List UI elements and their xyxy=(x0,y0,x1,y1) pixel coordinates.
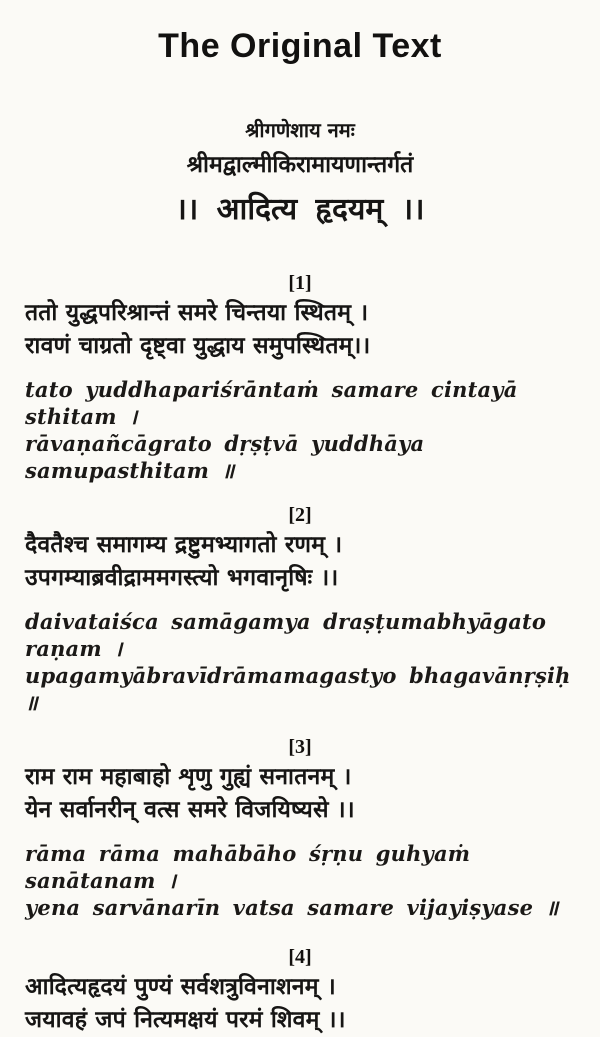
stotra-heading: ।। आदित्य हृदयम् ।। xyxy=(175,192,425,227)
verse-number: [1] xyxy=(288,272,312,294)
lineage-line: श्रीमद्वाल्मीकिरामायणान्तर्गतं xyxy=(186,152,414,178)
verse-number: [4] xyxy=(288,946,312,968)
transliteration-line-2: upagamyābravīdrāmamagastyo bhagavānṛṣiḥ ॥ xyxy=(25,663,571,715)
verse-block-2 xyxy=(0,503,600,716)
sanskrit-line-1: दैवतैश्च समागम्य द्रष्टुमभ्यागतो रणम् । xyxy=(25,532,343,558)
transliteration-line-1: tato yuddhapariśrāntaṁ samare cintayā sthitam । xyxy=(25,377,518,429)
sanskrit-lines xyxy=(0,761,600,827)
sanskrit-line-2: येन सर्वानरीन् वत्स समरे विजयिष्यसे ।। xyxy=(25,797,355,823)
transliteration-lines xyxy=(0,608,600,716)
sanskrit-line-2: उपगम्याब्रवीद्राममगस्त्यो भगवानृषिः ।। xyxy=(25,565,339,591)
transliteration-lines xyxy=(0,376,600,484)
sanskrit-line-2: रावणं चाग्रतो दृष्ट्वा युद्धाय समुपस्थितम्।। xyxy=(25,333,371,359)
sanskrit-lines xyxy=(0,971,600,1037)
sanskrit-lines xyxy=(0,297,600,363)
sanskrit-line-1: राम राम महाबाहो शृणु गुह्यं सनातनम् । xyxy=(25,764,352,790)
transliteration-lines xyxy=(0,840,600,921)
sanskrit-line-1: आदित्यहृदयं पुण्यं सर्वशत्रुविनाशनम् । xyxy=(25,974,336,1000)
sanskrit-lines xyxy=(0,529,600,595)
sanskrit-line-2: जयावहं जपं नित्यमक्षयं परमं शिवम् ।। xyxy=(25,1007,346,1033)
page-title: The Original Text xyxy=(158,27,442,65)
sanskrit-line-1: ततो युद्धपरिश्रान्तं समरे चिन्तया स्थितम् । xyxy=(25,300,369,326)
verse-number: [2] xyxy=(288,504,312,526)
verse-block-4 xyxy=(0,945,600,1037)
verse-block-3 xyxy=(0,735,600,921)
transliteration-line-2: rāvaṇañcāgrato dṛṣṭvā yuddhāya samupasthitam ॥ xyxy=(25,431,425,483)
verse-number: [3] xyxy=(288,736,312,758)
transliteration-line-1: rāma rāma mahābāho śṛṇu guhyaṁ sanātanam । xyxy=(25,841,471,893)
transliteration-line-2: yena sarvānarīn vatsa samare vijayiṣyase ॥ xyxy=(25,895,559,920)
verse-block-1 xyxy=(0,271,600,484)
transliteration-line-1: daivataiśca samāgamya draṣṭumabhyāgato raṇam । xyxy=(25,609,547,661)
invocation-line: श्रीगणेशाय नमः xyxy=(245,118,355,142)
